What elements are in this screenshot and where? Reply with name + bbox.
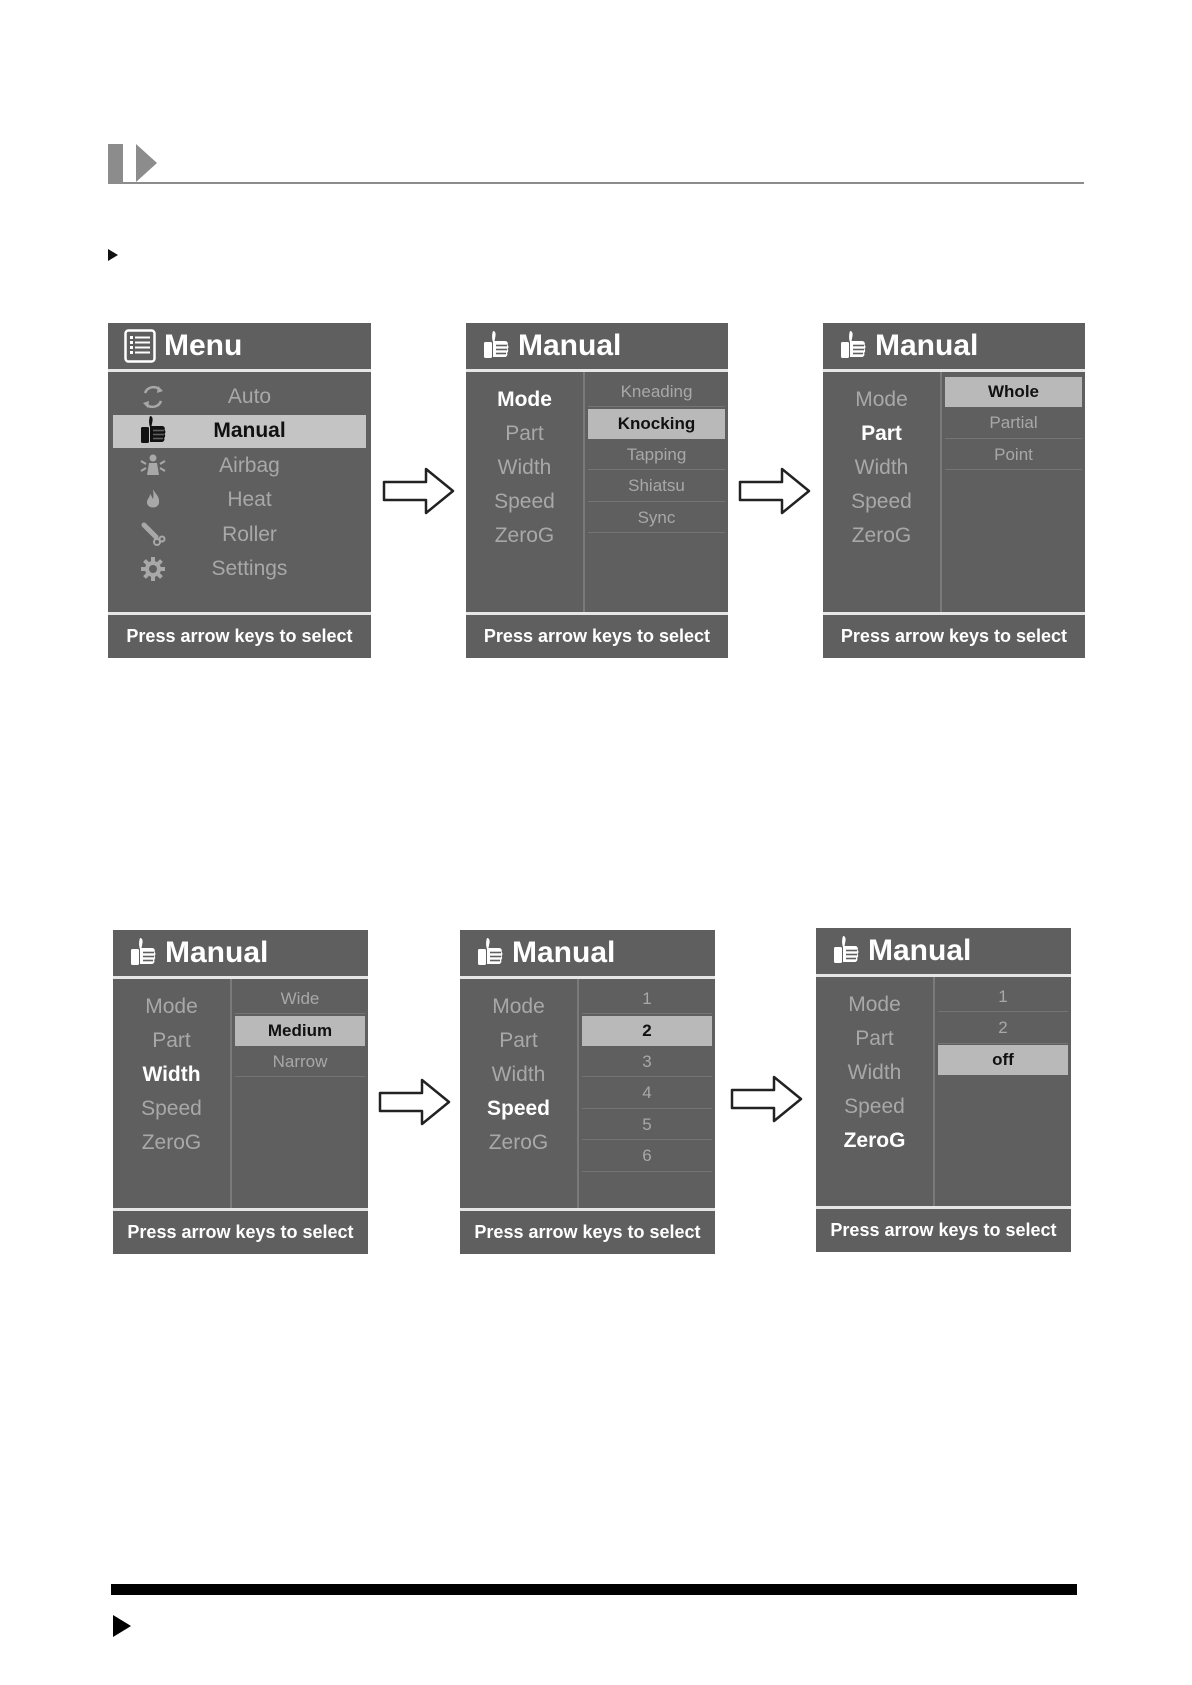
right-arrow-icon [730,1074,804,1124]
mode-item-width[interactable]: Width [497,456,552,479]
right-arrow-icon [738,466,812,516]
panel-title-bar [466,323,728,372]
panel-title: Manual [518,329,622,362]
option-item[interactable]: off [938,1045,1068,1075]
thumbs-up-icon [129,936,157,970]
panel-body [823,372,1085,612]
option-item[interactable]: Wide [235,984,365,1014]
panel-title: Manual [875,329,979,362]
option-item[interactable]: 5 [582,1110,712,1140]
roller-icon [113,522,193,548]
panel-title-bar [823,323,1085,372]
menu-panel-title-bar [108,323,371,372]
option-column [585,372,728,612]
panel-body [816,977,1071,1206]
panel-body [460,979,715,1208]
bullet-arrow-icon [108,249,118,261]
mode-item-speed[interactable]: Speed [851,490,912,513]
mode-item-mode[interactable]: Mode [145,995,198,1018]
panel-footer: Press arrow keys to select [460,1208,715,1254]
mode-item-part[interactable]: Part [861,422,902,445]
menu-item-label: Heat [227,488,272,511]
menu-item-label: Manual [213,419,286,442]
option-column [935,977,1071,1206]
section-header-arrow-icon [136,144,157,182]
menu-item-airbag[interactable] [113,449,366,482]
mode-column [460,979,579,1208]
footer-bar [111,1584,1077,1595]
manual-mode-panel [466,323,728,658]
menu-panel-title: Menu [164,329,243,362]
mode-column [823,372,942,612]
mode-item-zerog[interactable]: ZeroG [488,1131,549,1154]
panel-footer: Press arrow keys to select [816,1206,1071,1252]
right-arrow-icon [382,466,456,516]
mode-item-speed[interactable]: Speed [486,1097,551,1120]
mode-item-speed[interactable]: Speed [141,1097,202,1120]
mode-item-width[interactable]: Width [491,1063,546,1086]
menu-item-heat[interactable] [113,484,366,517]
manual-width-panel [113,930,368,1254]
manual-speed-panel [460,930,715,1254]
mode-item-width[interactable]: Width [847,1061,902,1084]
option-item[interactable]: Medium [235,1016,365,1046]
mode-item-part[interactable]: Part [855,1027,894,1050]
panel-footer: Press arrow keys to select [113,1208,368,1254]
menu-item-label: Airbag [219,453,280,477]
panel-footer: Press arrow keys to select [466,612,728,658]
option-column [232,979,368,1208]
panel-body [466,372,728,612]
mode-column [113,979,232,1208]
panel-body [113,979,368,1208]
menu-item-roller[interactable] [113,518,366,551]
option-item[interactable]: 2 [582,1016,712,1046]
option-item[interactable]: 3 [582,1047,712,1077]
option-item[interactable]: 2 [938,1014,1068,1044]
option-item[interactable]: Knocking [588,409,725,439]
right-arrow-icon [378,1077,452,1127]
option-item[interactable]: Partial [945,409,1082,439]
mode-item-zerog[interactable]: ZeroG [851,524,912,547]
mode-item-mode[interactable]: Mode [497,388,552,411]
thumbs-up-icon [832,934,860,968]
mode-column [466,372,585,612]
panel-title: Manual [868,934,972,967]
mode-item-zerog[interactable]: ZeroG [141,1131,202,1154]
thumbs-up-icon [482,329,510,363]
menu-item-manual[interactable] [113,415,366,448]
menu-item-settings[interactable] [113,553,366,586]
option-item[interactable]: Shiatsu [588,472,725,502]
option-item[interactable]: Whole [945,377,1082,407]
panel-title-bar [816,928,1071,977]
menu-panel [108,323,371,658]
mode-item-zerog[interactable]: ZeroG [843,1129,906,1152]
mode-item-part[interactable]: Part [152,1029,191,1052]
panel-title: Manual [512,936,616,969]
section-header-block [108,144,123,183]
mode-item-part[interactable]: Part [499,1029,538,1052]
section-header-rule [108,182,1084,184]
mode-item-part[interactable]: Part [505,422,544,445]
panel-title: Manual [165,936,269,969]
mode-item-mode[interactable]: Mode [492,995,545,1018]
menu-item-label: Auto [227,384,272,408]
gear-icon [113,556,193,582]
option-column [942,372,1085,612]
option-item[interactable]: 1 [938,982,1068,1012]
footer-arrow-icon [113,1615,131,1637]
thumbs-up-icon [839,329,867,363]
cycle-icon [113,384,193,410]
menu-panel-body [108,372,371,612]
panel-title-bar [460,930,715,979]
mode-item-width[interactable]: Width [142,1063,201,1086]
panel-title-bar [113,930,368,979]
thumbs-up-icon [139,414,167,448]
option-item[interactable]: 4 [582,1079,712,1109]
option-item[interactable]: Point [945,440,1082,470]
mode-item-zerog[interactable]: ZeroG [494,524,555,547]
option-item[interactable]: Sync [588,503,725,533]
panel-footer: Press arrow keys to select [823,612,1085,658]
option-item[interactable]: Kneading [588,377,725,407]
menu-item-label: Settings [211,557,288,580]
option-item[interactable]: 6 [582,1142,712,1172]
option-column [579,979,715,1208]
menu-item-label: Roller [222,522,277,546]
panel-footer: Press arrow keys to select [108,612,371,658]
menu-list-icon [124,329,156,363]
mode-column [816,977,935,1206]
mode-item-mode[interactable]: Mode [855,388,908,411]
thumbs-up-icon [476,936,504,970]
option-item[interactable]: Tapping [588,440,725,470]
option-item[interactable]: 1 [582,984,712,1014]
mode-item-speed[interactable]: Speed [844,1095,905,1118]
flame-icon [113,487,193,513]
mode-item-width[interactable]: Width [854,456,909,479]
thumbs-up-icon [113,414,193,448]
menu-item-auto[interactable] [113,380,366,413]
manual-zerog-panel [816,928,1071,1252]
manual-part-panel [823,323,1085,658]
mode-item-speed[interactable]: Speed [494,490,555,513]
mode-item-mode[interactable]: Mode [848,993,901,1016]
airbag-icon [113,453,193,479]
option-item[interactable]: Narrow [235,1047,365,1077]
